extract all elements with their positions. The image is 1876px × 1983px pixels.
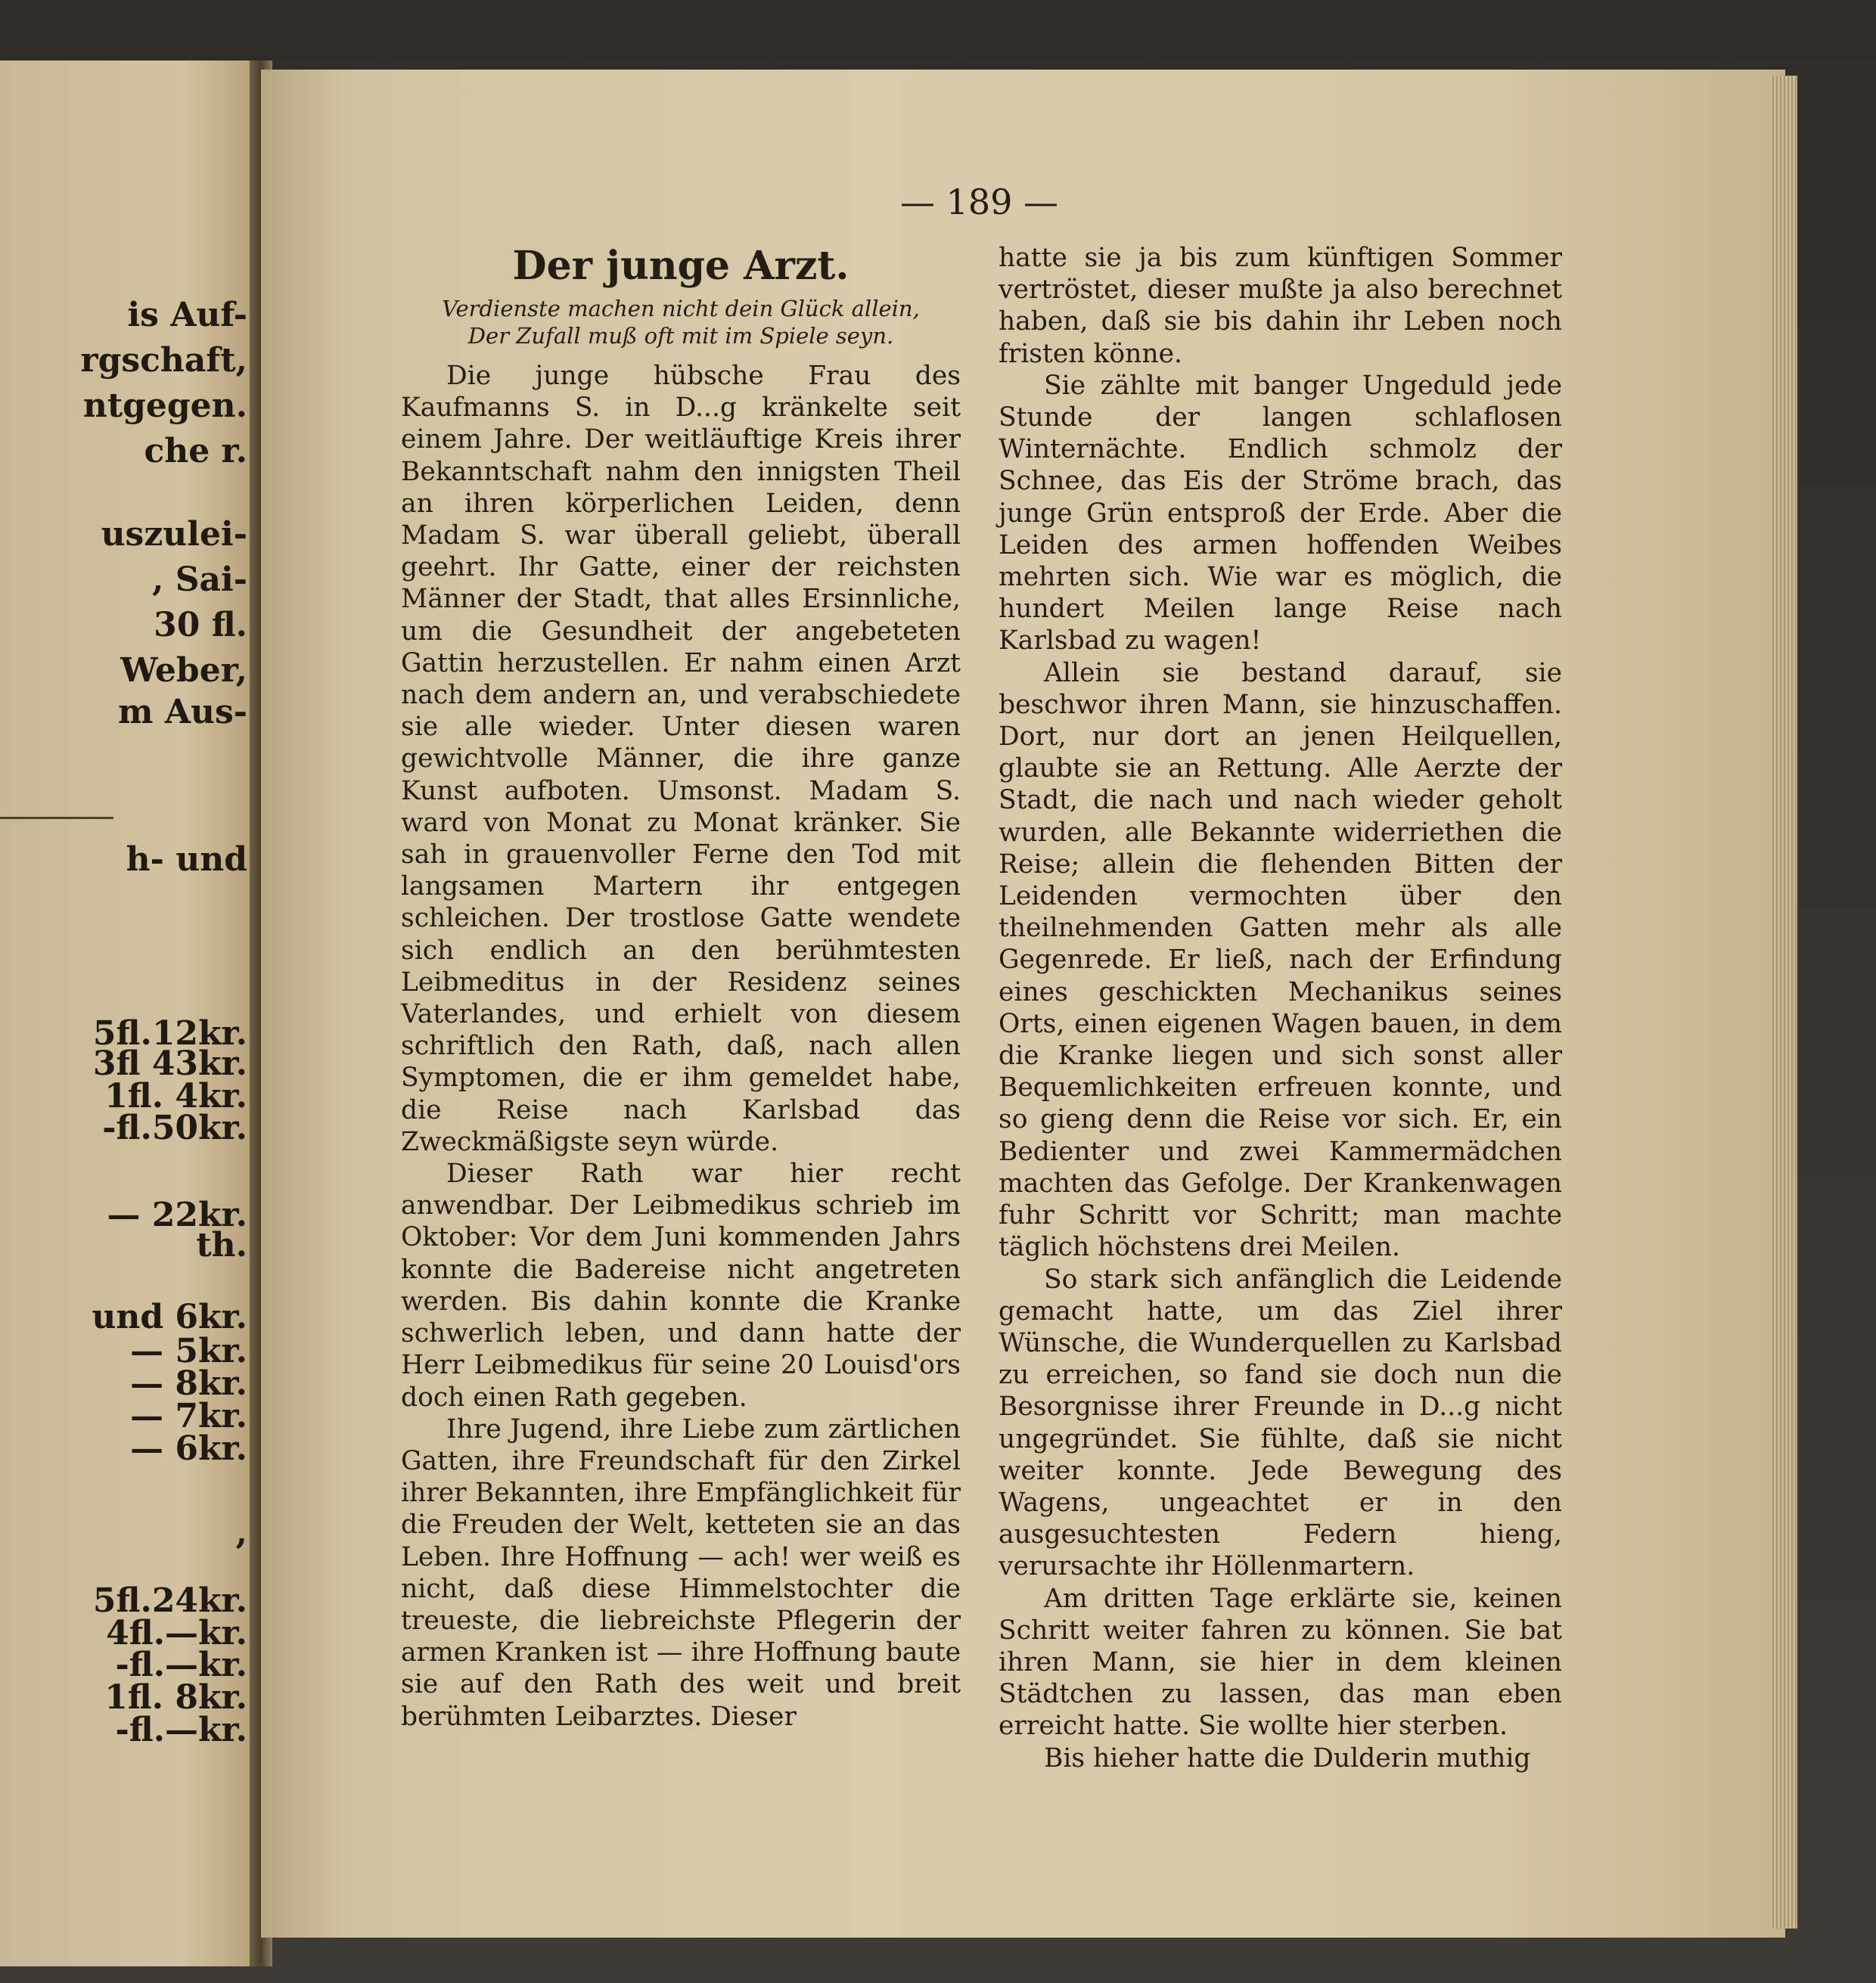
- left-fragment: 1fl. 8kr.: [104, 1678, 247, 1717]
- left-fragment: 1fl. 4kr.: [104, 1077, 247, 1116]
- left-fragment: che r.: [144, 432, 247, 470]
- left-fragment: th.: [196, 1226, 247, 1265]
- left-fragment: Weber,: [120, 651, 247, 690]
- paragraph: Dieser Rath war hier recht anwendbar. Der Leibmedikus schrieb im Oktober: Vor dem Juni kommenden Jahrs konnte die Badereise nicht angetreten werden. Bis dahin konnte die Kranke schwerlich leben, und dann hatte der Herr Leibmedikus für seine 20 Louisd'ors doch einen Rath gegeben.: [401, 1159, 961, 1413]
- motto-line: Der Zufall muß oft mit im Spiele seyn.: [467, 323, 894, 349]
- left-divider-rule: [0, 817, 113, 819]
- left-fragment: rgschaft,: [80, 341, 247, 380]
- paragraph: So stark sich anfänglich die Leidende gemacht hatte, um das Ziel ihrer Wünsche, die Wunderquellen zu Karlsbad zu erreichen, so fand sie doch nun die Besorgnisse ihrer Freunde in D...g nicht ungegründet. Sie fühlte, daß sie nicht weiter konnte. Jede Bewegung des Wagens, ungeachtet er in den ausgesuchtesten Federn hieng, verursachte ihr Höllenmartern.: [999, 1264, 1562, 1582]
- motto-line: Verdienste machen nicht dein Glück allein,: [442, 296, 920, 321]
- paragraph: Allein sie bestand darauf, sie beschwor ihren Mann, sie hinzuschaffen. Dort, nur dort an jenen Heilquellen, glaubte sie an Rettung. Alle Aerzte der Stadt, die nach und nach wieder geholt wurden, alle Bekannte widerriethen die Reise; allein die flehenden Bitten der Leidenden vermochten über den theilnehmenden Gatten mehr als alle Gegenrede. Er ließ, nach der Erfindung eines geschickten Mechanikus seines Orts, einen eigenen Wagen bauen, in dem die Kranke liegen und sich sonst aller Bequemlichkeiten erfreuen konnte, und so gieng denn die Reise vor sich. Er, ein Bedienter und zwei Kammermädchen machten das Gefolge. Der Krankenwagen fuhr Schritt vor Schritt; man machte täglich höchstens drei Meilen.: [999, 657, 1562, 1263]
- left-fragment: -fl.—kr.: [115, 1711, 247, 1749]
- paragraph: Am dritten Tage erklärte sie, keinen Schritt weiter fahren zu können. Sie bat ihren Mann, sie hier in dem kleinen Städtchen zu lassen, das man eben erreicht hatte. Sie wollte hier sterben.: [999, 1583, 1562, 1742]
- paragraph: Bis hieher hatte die Dulderin muthig: [1044, 1742, 1531, 1774]
- article-title: Der junge Arzt.: [512, 243, 849, 289]
- left-fragment: -fl.50kr.: [102, 1109, 247, 1147]
- left-fragment: , Sai-: [152, 560, 247, 599]
- paragraph: Sie zählte mit banger Ungeduld jede Stunde der langen schlaflosen Winternächte. Endlich schmolz der Schnee, das Eis der Ströme brach, das junge Grün entsproß der Erde. Aber die Leiden des armen hoffenden Weibes mehrten sich. Wie war es möglich, die hundert Meilen lange Reise nach Karlsbad zu wagen!: [999, 370, 1562, 656]
- paragraph: Die junge hübsche Frau des Kaufmanns S. in D...g kränkelte seit einem Jahre. Der weitläuftige Kreis ihrer Bekanntschaft nahm den innigsten Theil an ihren körperlichen Leiden, denn Madam S. war überall geliebt, überall geehrt. Ihr Gatte, einer der reichsten Männer der Stadt, that alles Ersinnliche, um die Gesundheit der angebeteten Gattin herzustellen. Er nahm einen Arzt nach dem andern an, und verabschiedete sie alle wieder. Unter diesen waren gewichtvolle Männer, die ihre ganze Kunst aufboten. Umsonst. Madam S. ward von Monat zu Monat kränker. Sie sah in grauenvoller Ferne den Tod mit langsamen Martern ihr entgegen schleichen. Der trostlose Gatte wendete sich endlich an den berühmtesten Leibmeditus in der Residenz seines Vaterlandes, und erhielt von diesem schriftlich den Rath, daß, nach allen Symptomen, die er ihm gemeldet habe, die Reise nach Karlsbad das Zweckmäßigste seyn würde.: [401, 361, 961, 1157]
- paragraph: Ihre Jugend, ihre Liebe zum zärtlichen Gatten, ihre Freundschaft für den Zirkel ihrer Bekannten, ihre Empfänglichkeit für die Freuden der Welt, ketteten sie an das Leben. Ihre Hoffnung — ach! wer weiß es nicht, daß diese Himmelstochter die treueste, die liebreichste Pflegerin der armen Kranken ist — ihre Hoffnung baute sie auf den Rath des weit und breit berühmten Leibarztes. Dieser: [401, 1414, 961, 1732]
- left-fragment: -fl.—kr.: [115, 1646, 247, 1684]
- left-fragment: — 22kr.: [107, 1196, 247, 1234]
- left-fragment: 5fl.12kr.: [92, 1014, 247, 1053]
- left-fragment: 3fl 43kr.: [92, 1044, 247, 1083]
- left-fragment: 5fl.24kr.: [92, 1581, 247, 1620]
- left-fragment: h- und: [126, 840, 247, 879]
- left-fragment: — 6kr.: [130, 1429, 247, 1468]
- left-fragment: 4fl.—kr.: [106, 1614, 247, 1652]
- left-fragment: — 7kr.: [130, 1397, 247, 1435]
- article-motto: [401, 295, 961, 349]
- text-column-right: [999, 242, 1562, 1774]
- left-fragment: und 6kr.: [92, 1298, 247, 1336]
- left-fragment: 30 fl.: [154, 606, 247, 644]
- left-fragment: m Aus-: [117, 693, 247, 731]
- left-fragment: ,: [235, 1513, 247, 1552]
- left-fragment: — 8kr.: [130, 1364, 247, 1403]
- left-fragment: ntgegen.: [82, 386, 247, 425]
- left-fragment: — 5kr.: [130, 1332, 247, 1370]
- page-edge-stack: [1770, 76, 1797, 1929]
- paragraph: hatte sie ja bis zum künftigen Sommer vertröstet, dieser mußte ja also berechnet haben, daß sie bis dahin ihr Leben noch fristen könne.: [999, 243, 1562, 369]
- left-fragment: is Auf-: [127, 296, 247, 334]
- left-page: [0, 61, 261, 1966]
- page-number-header: — 189 —: [900, 182, 1059, 222]
- left-fragment: uszulei-: [101, 515, 247, 554]
- text-column-left: [401, 242, 961, 1733]
